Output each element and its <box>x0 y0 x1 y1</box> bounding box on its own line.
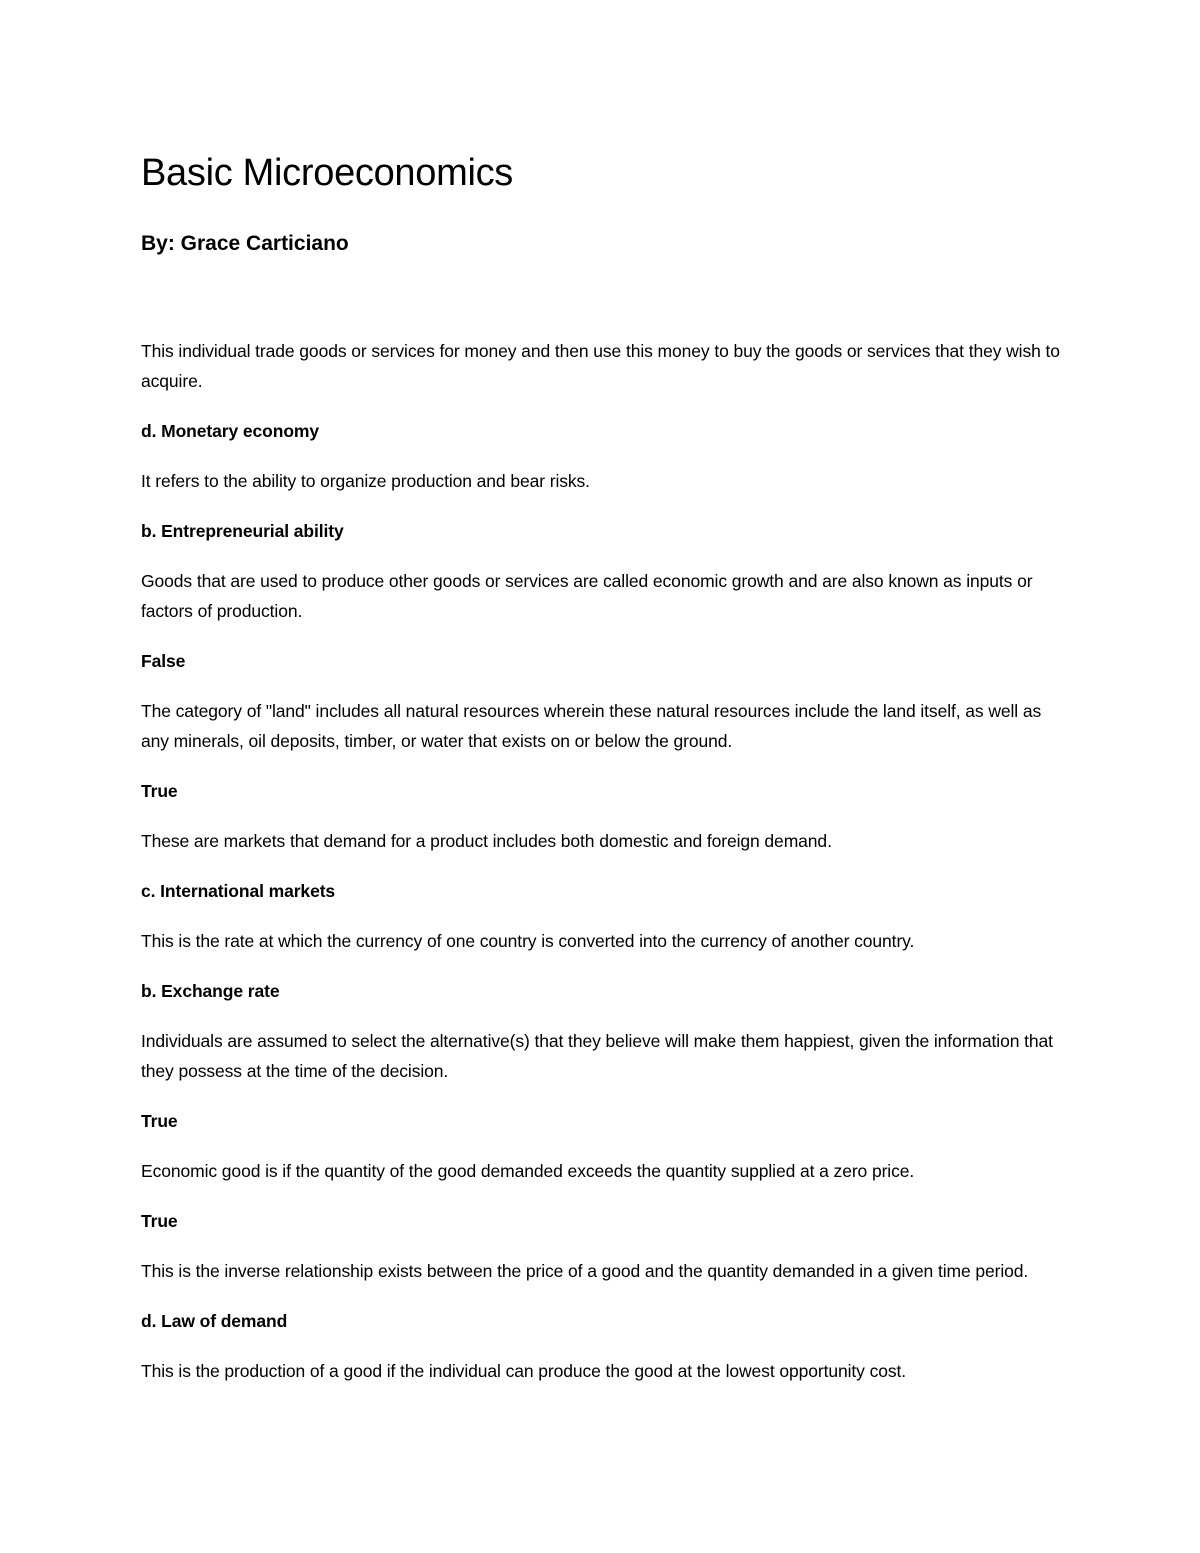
document-author: By: Grace Carticiano <box>141 232 349 255</box>
answer-text: True <box>141 781 178 801</box>
question-answer-list <box>141 336 1061 1386</box>
answer-text: d. Law of demand <box>141 1311 288 1331</box>
answer-text: d. Monetary economy <box>141 421 319 441</box>
question-text: This individual trade goods or services for money and then use this money to buy the goods or services that they wish to acquire. <box>141 341 1060 391</box>
question-text: Individuals are assumed to select the alternative(s) that they believe will make them happiest, given the information that they possess at the time of the decision. <box>141 1031 1053 1081</box>
question-text: This is the inverse relationship exists between the price of a good and the quantity demanded in a given time period. <box>141 1261 1029 1281</box>
answer-text: True <box>141 1211 178 1231</box>
document-page <box>141 148 1061 1386</box>
answer-text: b. Exchange rate <box>141 981 280 1001</box>
answer-text: False <box>141 651 186 671</box>
question-text: These are markets that demand for a product includes both domestic and foreign demand. <box>141 831 832 851</box>
question-text: Economic good is if the quantity of the good demanded exceeds the quantity supplied at a zero price. <box>141 1161 915 1181</box>
document-title: Basic Microeconomics <box>141 152 513 194</box>
question-text: The category of "land" includes all natural resources wherein these natural resources include the land itself, as well as any minerals, oil deposits, timber, or water that exists on or below the ground. <box>141 701 1042 751</box>
question-text: Goods that are used to produce other goods or services are called economic growth and are also known as inputs or factors of production. <box>141 571 1033 621</box>
question-text: It refers to the ability to organize production and bear risks. <box>141 471 590 491</box>
question-text: This is the rate at which the currency of one country is converted into the currency of another country. <box>141 931 915 951</box>
answer-text: c. International markets <box>141 881 336 901</box>
answer-text: True <box>141 1111 178 1131</box>
question-text: This is the production of a good if the individual can produce the good at the lowest opportunity cost. <box>141 1361 907 1381</box>
answer-text: b. Entrepreneurial ability <box>141 521 344 541</box>
